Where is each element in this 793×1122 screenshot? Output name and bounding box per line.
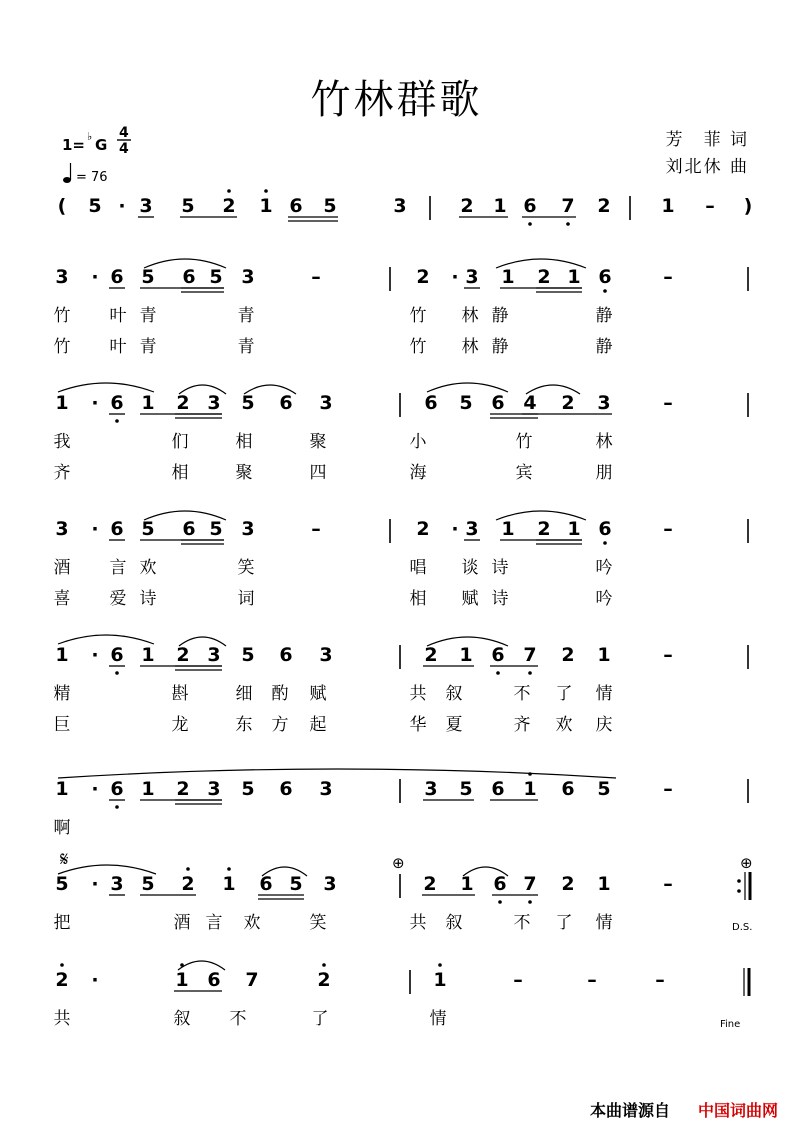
note: 6 bbox=[491, 778, 505, 800]
low-octave-dot bbox=[115, 805, 119, 809]
lyric-char: 静 bbox=[491, 306, 509, 326]
parenthesis: ( bbox=[57, 195, 67, 217]
lyric-char: 华 bbox=[409, 715, 427, 735]
note: 3 bbox=[323, 873, 337, 895]
lyric-char: 夏 bbox=[445, 715, 463, 735]
note: 3 bbox=[55, 518, 69, 540]
score-row-2 bbox=[54, 259, 749, 357]
note: 1 bbox=[141, 392, 155, 414]
note: 5 bbox=[181, 195, 195, 217]
lyric-char: 起 bbox=[309, 715, 327, 735]
lyric-char: 吟 bbox=[595, 589, 613, 609]
score-row-1 bbox=[58, 189, 753, 226]
sustain-dash: – bbox=[663, 778, 673, 800]
lyric-char: 朋 bbox=[595, 463, 613, 483]
note: 5 bbox=[241, 392, 255, 414]
lyric-char: 不 bbox=[513, 913, 531, 933]
note: 1 bbox=[501, 518, 515, 540]
lyric-char: 青 bbox=[139, 337, 157, 357]
lyric-char: 叙 bbox=[445, 684, 463, 704]
note: 6 bbox=[598, 266, 612, 288]
low-octave-dot bbox=[528, 900, 532, 904]
note: 1 bbox=[567, 518, 581, 540]
note: 5 bbox=[209, 266, 223, 288]
lyric-char: 静 bbox=[595, 337, 613, 357]
note: 3 bbox=[241, 266, 255, 288]
lyric-char: 诗 bbox=[139, 589, 157, 609]
note: 2 bbox=[55, 969, 69, 991]
note: 5 bbox=[459, 778, 473, 800]
note: 3 bbox=[319, 644, 333, 666]
fine-marking: Fine bbox=[720, 1019, 741, 1030]
note: 2 bbox=[537, 518, 551, 540]
lyric-char: 静 bbox=[595, 306, 613, 326]
lyric-char: 啊 bbox=[53, 818, 71, 838]
note: 3 bbox=[207, 644, 221, 666]
note: 5 bbox=[55, 873, 69, 895]
note: 6 bbox=[110, 644, 124, 666]
note: 5 bbox=[459, 392, 473, 414]
note: 6 bbox=[182, 518, 196, 540]
low-octave-dot bbox=[566, 222, 570, 226]
note: 6 bbox=[424, 392, 438, 414]
score-row-5 bbox=[54, 635, 749, 735]
low-octave-dot bbox=[115, 419, 119, 423]
ds-marking: D.S. bbox=[732, 922, 753, 933]
lyric-char: 东 bbox=[235, 715, 253, 735]
high-octave-dot bbox=[227, 189, 231, 193]
note: 3 bbox=[424, 778, 438, 800]
lyric-char: 诗 bbox=[491, 589, 509, 609]
time-top: 4 bbox=[119, 125, 129, 141]
song-title: 竹林群歌 bbox=[310, 77, 483, 123]
lyric-char: 赋 bbox=[461, 589, 479, 609]
slur bbox=[58, 635, 154, 644]
dotted-note-dot: · bbox=[118, 195, 126, 217]
note: 7 bbox=[523, 873, 537, 895]
high-octave-dot bbox=[438, 963, 442, 967]
dotted-note-dot: · bbox=[91, 778, 99, 800]
lyric-char: 巨 bbox=[53, 715, 71, 735]
note: 7 bbox=[245, 969, 259, 991]
note: 5 bbox=[141, 518, 155, 540]
time-bottom: 4 bbox=[119, 141, 129, 157]
key-label: 1= bbox=[62, 136, 86, 154]
note: 2 bbox=[176, 644, 190, 666]
lyric-char: 词 bbox=[237, 589, 255, 609]
lyric-char: 林 bbox=[461, 306, 479, 326]
score-extras bbox=[60, 847, 753, 1030]
note: 5 bbox=[88, 195, 102, 217]
note: 2 bbox=[424, 644, 438, 666]
quarter-note-icon bbox=[63, 177, 71, 183]
dotted-note-dot: · bbox=[451, 518, 459, 540]
dotted-note-dot: · bbox=[91, 392, 99, 414]
note: 2 bbox=[597, 195, 611, 217]
parenthesis: ) bbox=[743, 195, 753, 217]
sustain-dash: – bbox=[587, 969, 597, 991]
sustain-dash: – bbox=[705, 195, 715, 217]
note: 6 bbox=[279, 392, 293, 414]
lyric-char: 酒 bbox=[173, 913, 191, 933]
lyric-char: 诗 bbox=[491, 558, 509, 578]
note: 7 bbox=[561, 195, 575, 217]
dotted-note-dot: · bbox=[91, 873, 99, 895]
note: 3 bbox=[55, 266, 69, 288]
note: 6 bbox=[561, 778, 575, 800]
note: 1 bbox=[175, 969, 189, 991]
score-row-8 bbox=[54, 961, 750, 1029]
note: 2 bbox=[181, 873, 195, 895]
sustain-dash: – bbox=[663, 392, 673, 414]
note: 1 bbox=[55, 392, 69, 414]
note: 6 bbox=[279, 778, 293, 800]
lyric-char: 静 bbox=[491, 337, 509, 357]
sustain-dash: – bbox=[663, 266, 673, 288]
lyric-char: 方 bbox=[271, 715, 289, 735]
note: 1 bbox=[141, 644, 155, 666]
note: 6 bbox=[491, 644, 505, 666]
high-octave-dot bbox=[322, 963, 326, 967]
sustain-dash: – bbox=[663, 873, 673, 895]
key-signature bbox=[62, 125, 131, 157]
lyric-char: 笑 bbox=[309, 913, 327, 933]
note: 1 bbox=[222, 873, 236, 895]
note: 3 bbox=[207, 778, 221, 800]
lyric-char: 龙 bbox=[171, 715, 189, 735]
note: 5 bbox=[141, 266, 155, 288]
lyric-char: 宾 bbox=[515, 463, 533, 483]
note: 5 bbox=[241, 644, 255, 666]
tempo-value: = 76 bbox=[76, 170, 108, 185]
lyric-char: 酒 bbox=[53, 558, 71, 578]
note: 6 bbox=[207, 969, 221, 991]
note: 1 bbox=[433, 969, 447, 991]
lyric-char: 竹 bbox=[409, 337, 427, 357]
lyric-char: 齐 bbox=[53, 463, 71, 483]
lyric-char: 我 bbox=[53, 432, 71, 452]
score-rows bbox=[54, 189, 753, 1029]
note: 6 bbox=[523, 195, 537, 217]
note: 3 bbox=[319, 778, 333, 800]
lyric-char: 笑 bbox=[237, 558, 255, 578]
low-octave-dot bbox=[528, 671, 532, 675]
sustain-dash: – bbox=[663, 518, 673, 540]
note: 3 bbox=[465, 266, 479, 288]
dotted-note-dot: · bbox=[91, 969, 99, 991]
repeat-dot bbox=[737, 889, 741, 893]
note: 5 bbox=[209, 518, 223, 540]
note: 2 bbox=[317, 969, 331, 991]
lyric-char: 青 bbox=[237, 337, 255, 357]
note: 1 bbox=[493, 195, 507, 217]
note: 6 bbox=[289, 195, 303, 217]
lyric-char: 青 bbox=[139, 306, 157, 326]
lyric-char: 林 bbox=[461, 337, 479, 357]
note: 6 bbox=[110, 392, 124, 414]
note: 2 bbox=[176, 392, 190, 414]
note: 3 bbox=[597, 392, 611, 414]
lyric-char: 唱 bbox=[409, 558, 427, 578]
note: 3 bbox=[465, 518, 479, 540]
note: 2 bbox=[537, 266, 551, 288]
note: 3 bbox=[241, 518, 255, 540]
note: 1 bbox=[597, 873, 611, 895]
note: 5 bbox=[241, 778, 255, 800]
low-octave-dot bbox=[498, 900, 502, 904]
note: 2 bbox=[222, 195, 236, 217]
lyric-char: 细 bbox=[235, 684, 253, 704]
note: 2 bbox=[561, 644, 575, 666]
note: 3 bbox=[110, 873, 124, 895]
repeat-dot bbox=[737, 879, 741, 883]
key-flat: ♭ bbox=[87, 130, 93, 143]
lyric-char: 欢 bbox=[139, 558, 157, 578]
lyric-char: 了 bbox=[555, 684, 573, 704]
score-row-7 bbox=[54, 865, 751, 933]
note: 5 bbox=[141, 873, 155, 895]
dotted-note-dot: · bbox=[451, 266, 459, 288]
note: 5 bbox=[289, 873, 303, 895]
lyric-char: 相 bbox=[235, 432, 253, 452]
note: 6 bbox=[279, 644, 293, 666]
lyric-char: 不 bbox=[229, 1009, 247, 1029]
low-octave-dot bbox=[496, 671, 500, 675]
lyric-char: 齐 bbox=[513, 715, 531, 735]
dotted-note-dot: · bbox=[91, 266, 99, 288]
lyric-char: 把 bbox=[53, 913, 71, 933]
sustain-dash: – bbox=[655, 969, 665, 991]
note: 6 bbox=[598, 518, 612, 540]
lyric-char: 竹 bbox=[515, 432, 533, 452]
note: 2 bbox=[460, 195, 474, 217]
tempo-marking bbox=[63, 163, 108, 185]
lyric-char: 叙 bbox=[173, 1009, 191, 1029]
note: 2 bbox=[416, 518, 430, 540]
coda-sign-1: ⊕ bbox=[392, 854, 405, 872]
lyric-char: 海 bbox=[409, 463, 427, 483]
note: 3 bbox=[319, 392, 333, 414]
low-octave-dot bbox=[603, 289, 607, 293]
lyric-char: 吟 bbox=[595, 558, 613, 578]
lyric-char: 相 bbox=[409, 589, 427, 609]
lyric-char: 竹 bbox=[409, 306, 427, 326]
score-row-6 bbox=[54, 769, 749, 838]
lyric-char: 言 bbox=[205, 913, 223, 933]
note: 2 bbox=[561, 392, 575, 414]
slur bbox=[427, 383, 508, 392]
note: 3 bbox=[207, 392, 221, 414]
note: 1 bbox=[141, 778, 155, 800]
lyric-char: 青 bbox=[237, 306, 255, 326]
lyric-char: 了 bbox=[311, 1009, 329, 1029]
lyric-char: 欢 bbox=[243, 913, 261, 933]
lyric-char: 斟 bbox=[171, 684, 189, 704]
note: 1 bbox=[55, 644, 69, 666]
lyric-char: 林 bbox=[595, 432, 613, 452]
note: 6 bbox=[182, 266, 196, 288]
lyric-char: 叙 bbox=[445, 913, 463, 933]
note: 1 bbox=[567, 266, 581, 288]
note: 3 bbox=[139, 195, 153, 217]
note: 2 bbox=[416, 266, 430, 288]
lyric-char: 们 bbox=[171, 432, 189, 452]
high-octave-dot bbox=[227, 867, 231, 871]
lyric-char: 情 bbox=[595, 913, 613, 933]
note: 6 bbox=[493, 873, 507, 895]
note: 6 bbox=[110, 266, 124, 288]
lyric-char: 叶 bbox=[109, 337, 127, 357]
lyric-char: 爱 bbox=[109, 589, 127, 609]
note: 1 bbox=[597, 644, 611, 666]
dotted-note-dot: · bbox=[91, 644, 99, 666]
lyric-char: 谈 bbox=[461, 558, 479, 578]
lyric-char: 小 bbox=[409, 432, 427, 452]
sustain-dash: – bbox=[513, 969, 523, 991]
score-row-4 bbox=[54, 511, 749, 609]
sustain-dash: – bbox=[311, 518, 321, 540]
lyric-char: 竹 bbox=[53, 337, 71, 357]
note: 5 bbox=[597, 778, 611, 800]
note: 3 bbox=[393, 195, 407, 217]
lyric-char: 欢 bbox=[555, 715, 573, 735]
coda-sign-2: ⊕ bbox=[740, 854, 753, 872]
lyric-char: 相 bbox=[171, 463, 189, 483]
lyric-char: 聚 bbox=[235, 463, 253, 483]
lyric-char: 叶 bbox=[109, 306, 127, 326]
note: 6 bbox=[491, 392, 505, 414]
sustain-dash: – bbox=[311, 266, 321, 288]
lyric-char: 言 bbox=[109, 558, 127, 578]
lyric-char: 了 bbox=[555, 913, 573, 933]
lyric-char: 不 bbox=[513, 684, 531, 704]
lyric-char: 精 bbox=[53, 684, 71, 704]
lyric-char: 共 bbox=[53, 1009, 71, 1029]
note: 4 bbox=[523, 392, 537, 414]
high-octave-dot bbox=[264, 189, 268, 193]
note: 1 bbox=[661, 195, 675, 217]
slur bbox=[58, 383, 154, 392]
note: 1 bbox=[259, 195, 273, 217]
dotted-note-dot: · bbox=[91, 518, 99, 540]
slur bbox=[58, 769, 616, 778]
segno-sign: 𝄋 bbox=[60, 847, 69, 871]
note: 6 bbox=[259, 873, 273, 895]
note: 7 bbox=[523, 644, 537, 666]
lyric-char: 情 bbox=[429, 1009, 447, 1029]
lyric-char: 喜 bbox=[53, 589, 71, 609]
high-octave-dot bbox=[186, 867, 190, 871]
footer-source-site: 中国词曲网 bbox=[698, 1101, 779, 1120]
note: 1 bbox=[55, 778, 69, 800]
footer-source-label: 本曲谱源自 bbox=[590, 1101, 671, 1120]
lyric-char: 庆 bbox=[595, 715, 613, 735]
lyric-char: 竹 bbox=[53, 306, 71, 326]
lyric-char: 四 bbox=[309, 463, 327, 483]
note: 1 bbox=[501, 266, 515, 288]
composer-credit: 刘北休 曲 bbox=[665, 157, 749, 177]
note: 2 bbox=[561, 873, 575, 895]
note: 5 bbox=[323, 195, 337, 217]
sustain-dash: – bbox=[663, 644, 673, 666]
lyric-char: 酌 bbox=[271, 684, 289, 704]
low-octave-dot bbox=[115, 671, 119, 675]
lyric-char: 聚 bbox=[309, 432, 327, 452]
lyric-char: 赋 bbox=[309, 684, 327, 704]
note: 2 bbox=[176, 778, 190, 800]
note: 1 bbox=[460, 873, 474, 895]
note: 2 bbox=[423, 873, 437, 895]
low-octave-dot bbox=[603, 541, 607, 545]
note: 6 bbox=[110, 778, 124, 800]
lyric-char: 共 bbox=[409, 684, 427, 704]
note: 1 bbox=[523, 778, 537, 800]
score-row-3 bbox=[54, 383, 749, 483]
lyricist-credit: 芳 菲 词 bbox=[665, 130, 749, 150]
lyric-char: 共 bbox=[409, 913, 427, 933]
low-octave-dot bbox=[528, 222, 532, 226]
note: 6 bbox=[110, 518, 124, 540]
lyric-char: 情 bbox=[595, 684, 613, 704]
key-letter: G bbox=[95, 136, 108, 154]
note: 1 bbox=[459, 644, 473, 666]
high-octave-dot bbox=[60, 963, 64, 967]
